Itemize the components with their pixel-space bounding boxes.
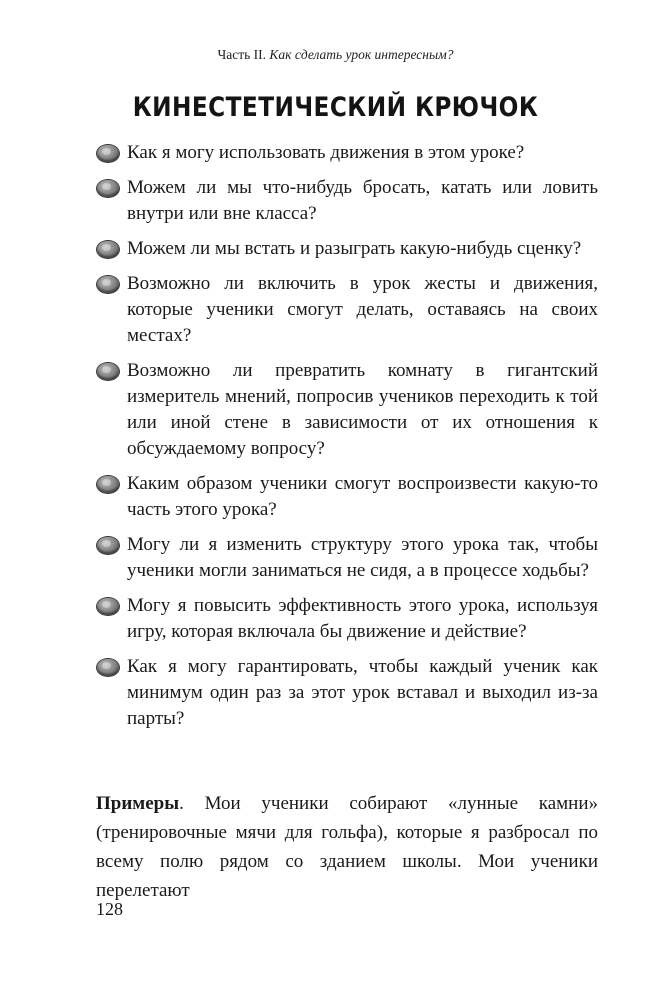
gear-bullet-icon bbox=[97, 598, 119, 615]
section-title: КИНЕСТЕТИЧЕСКИЙ КРЮЧОК bbox=[132, 92, 539, 123]
question-item bbox=[96, 236, 598, 262]
question-item bbox=[96, 654, 598, 732]
question-text: Могу ли я изменить структуру этого урока так, чтобы ученики могли заниматься не сидя, а в процессе ходьбы? bbox=[127, 534, 598, 581]
question-item bbox=[96, 593, 598, 645]
question-text: Могу я повысить эффективность этого урока, используя игру, которая включала бы движение и действие? bbox=[127, 595, 598, 642]
examples-paragraph bbox=[96, 789, 598, 905]
header-part: Часть II. bbox=[217, 47, 267, 62]
examples-text: Мои ученики собирают «лунные камни» (тренировочные мячи для гольфа), которые я разбросал по всему полю рядом со зданием школы. Мои ученики перелетают bbox=[96, 793, 599, 901]
gear-bullet-icon bbox=[97, 241, 119, 258]
gear-bullet-icon bbox=[97, 276, 119, 293]
question-item bbox=[96, 140, 598, 166]
gear-bullet-icon bbox=[97, 145, 119, 162]
header-chapter: Как сделать урок интересным? bbox=[269, 47, 454, 62]
examples-label-period: . bbox=[179, 793, 205, 814]
gear-bullet-icon bbox=[97, 537, 119, 554]
question-text: Можем ли мы что-нибудь бросать, катать или ловить внутри или вне класса? bbox=[127, 177, 598, 224]
gear-bullet-icon bbox=[97, 659, 119, 676]
question-text: Как я могу использовать движения в этом уроке? bbox=[127, 142, 525, 163]
running-header bbox=[0, 47, 671, 63]
question-text: Как я могу гарантировать, чтобы каждый ученик как минимум один раз за этот урок вставал и выходил из-за парты? bbox=[127, 656, 598, 729]
question-item bbox=[96, 271, 598, 349]
question-text: Возможно ли включить в урок жесты и движения, которые ученики смогут делать, оставаясь на своих местах? bbox=[127, 273, 598, 346]
gear-bullet-icon bbox=[97, 363, 119, 380]
question-item bbox=[96, 175, 598, 227]
question-text: Каким образом ученики смогут воспроизвести какую-то часть этого урока? bbox=[127, 473, 598, 520]
question-item bbox=[96, 532, 598, 584]
question-text: Можем ли мы встать и разыграть какую-нибудь сценку? bbox=[127, 238, 582, 259]
examples-label: Примеры bbox=[96, 793, 180, 814]
page-number: 128 bbox=[96, 899, 123, 919]
question-list bbox=[96, 140, 598, 741]
question-text: Возможно ли превратить комнату в гигантский измеритель мнений, попросив учеников переходить к той или иной стене в зависимости от их отношения к обсуждаемому вопросу? bbox=[127, 360, 598, 459]
gear-bullet-icon bbox=[97, 476, 119, 493]
gear-bullet-icon bbox=[97, 180, 119, 197]
question-item bbox=[96, 471, 598, 523]
question-item bbox=[96, 358, 598, 462]
